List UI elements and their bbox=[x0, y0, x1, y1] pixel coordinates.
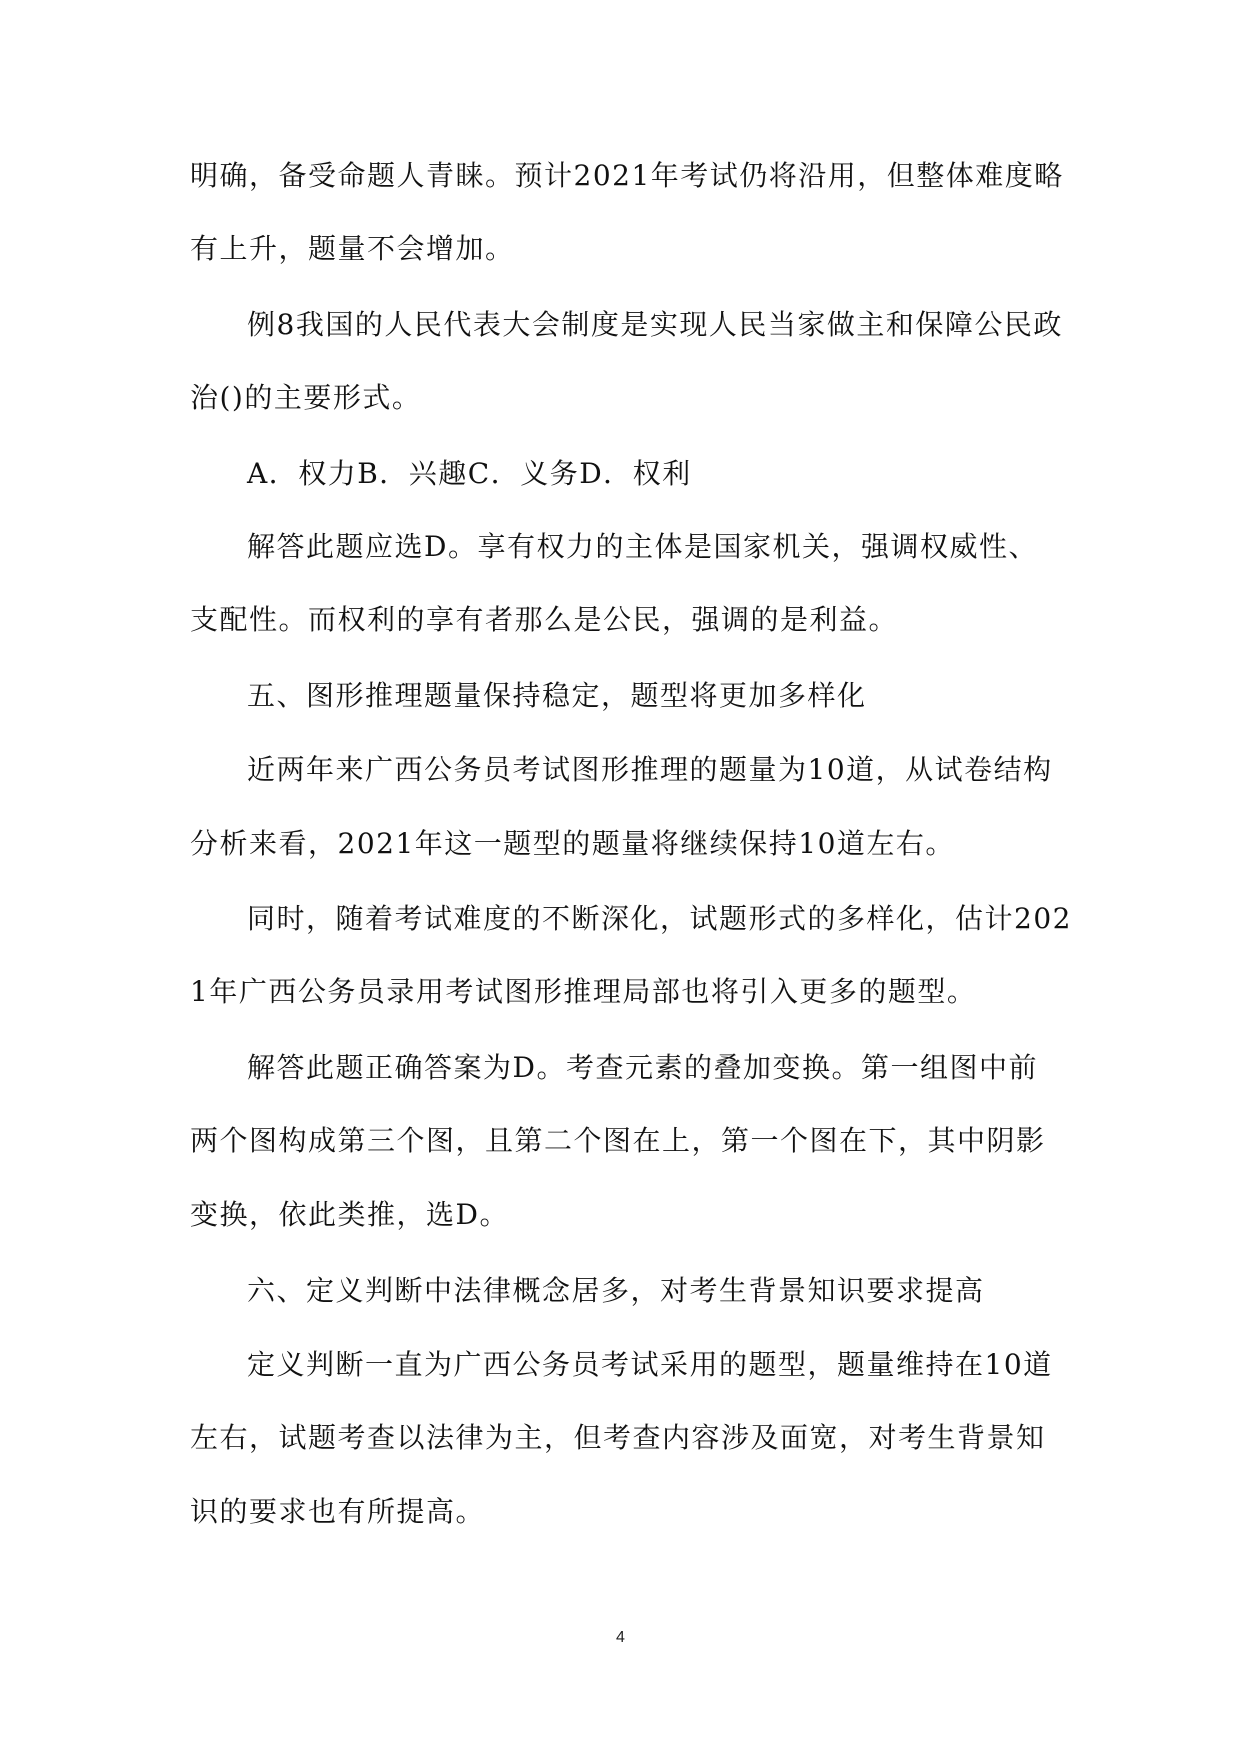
example-8-question-line-2: 治()的主要形式。 bbox=[190, 381, 422, 414]
section-heading-6: 六、定义判断中法律概念居多，对考生背景知识要求提高 bbox=[247, 1274, 985, 1307]
text-line-19: 识的要求也有所提高。 bbox=[190, 1495, 486, 1528]
answer-line-1: 解答此题应选D。享有权力的主体是国家机关，强调权威性、 bbox=[247, 530, 1038, 563]
answer-line-2: 支配性。而权利的享有者那么是公民，强调的是利益。 bbox=[190, 603, 899, 636]
text-line-9: 近两年来广西公务员考试图形推理的题量为10道，从试卷结构 bbox=[247, 753, 1053, 786]
answer-line-4: 两个图构成第三个图，且第二个图在上，第一个图在下，其中阴影 bbox=[190, 1124, 1046, 1157]
text-line-17: 定义判断一直为广西公务员考试采用的题型，题量维持在10道 bbox=[247, 1348, 1053, 1381]
example-8-options: A．权力B．兴趣C．义务D．权利 bbox=[247, 457, 692, 490]
text-line-1: 明确，备受命题人青睐。预计2021年考试仍将沿用，但整体难度略 bbox=[190, 159, 1064, 192]
answer-line-3: 解答此题正确答案为D。考查元素的叠加变换。第一组图中前 bbox=[247, 1051, 1038, 1084]
example-8-question-line-1: 例8我国的人民代表大会制度是实现人民当家做主和保障公民政 bbox=[247, 308, 1063, 341]
text-line-12: 1年广西公务员录用考试图形推理局部也将引入更多的题型。 bbox=[190, 975, 977, 1008]
text-line-10: 分析来看，2021年这一题型的题量将继续保持10道左右。 bbox=[190, 827, 955, 860]
page-number: 4 bbox=[616, 1629, 625, 1646]
text-line-2: 有上升，题量不会增加。 bbox=[190, 232, 515, 265]
text-line-18: 左右，试题考查以法律为主，但考查内容涉及面宽，对考生背景知 bbox=[190, 1421, 1046, 1454]
answer-line-5: 变换，依此类推，选D。 bbox=[190, 1198, 509, 1231]
section-heading-5: 五、图形推理题量保持稳定，题型将更加多样化 bbox=[247, 679, 867, 712]
text-line-11: 同时，随着考试难度的不断深化，试题形式的多样化，估计202 bbox=[247, 902, 1072, 935]
